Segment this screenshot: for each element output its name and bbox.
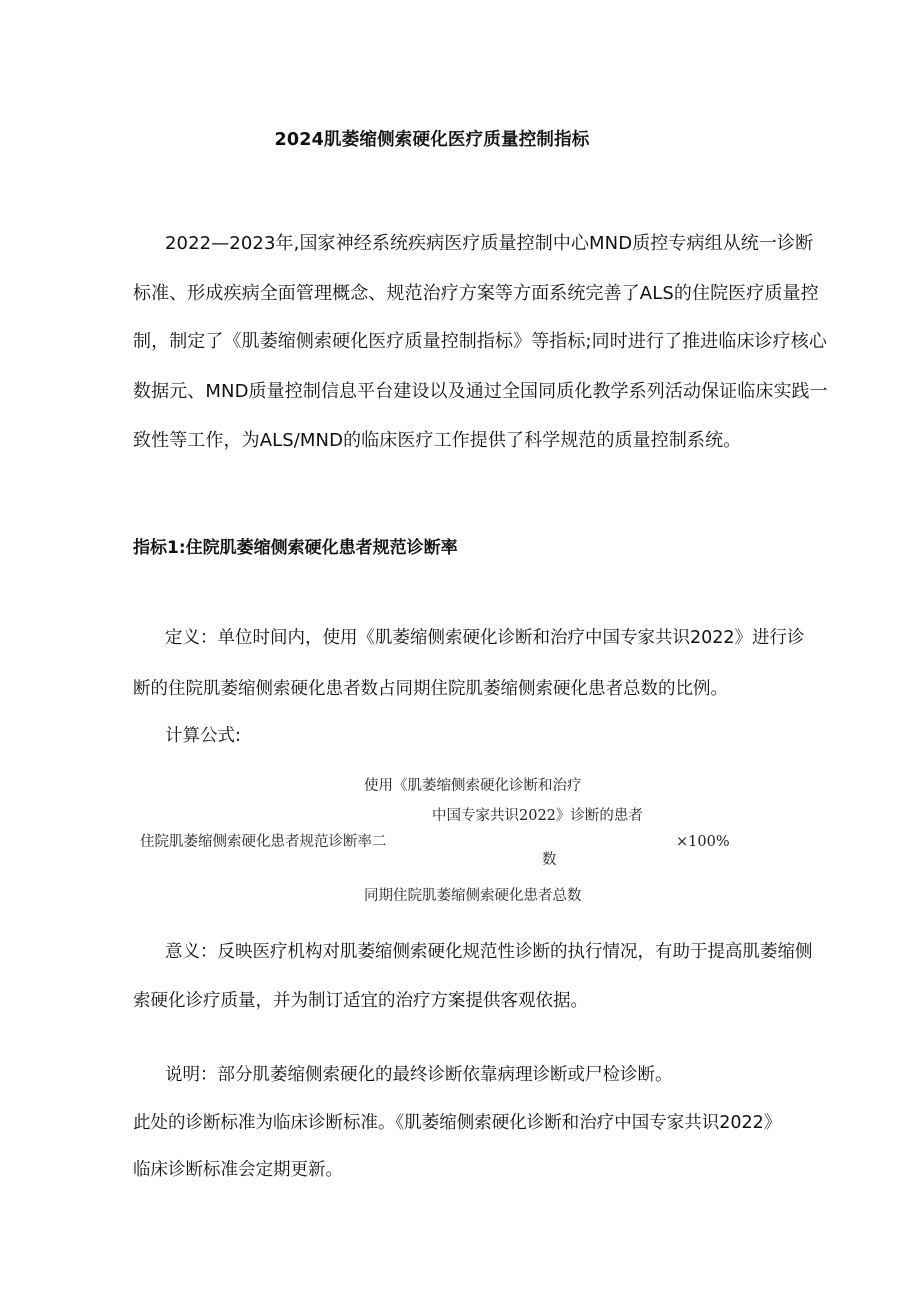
formula-lhs: 住院肌萎缩侧索硬化患者规范诊断率二	[140, 834, 387, 850]
definition-line: 断的住院肌萎缩侧索硬化患者数占同期住院肌萎缩侧索硬化患者总数的比例。	[133, 679, 728, 699]
formula-numerator-line: 使用《肌萎缩侧索硬化诊断和治疗	[364, 778, 582, 794]
intro-line: 数据元、MND质量控制信息平台建设以及通过全国同质化教学系列活动保证临床实践一	[133, 381, 828, 402]
note-line: 临床诊断标准会定期更新。	[133, 1160, 343, 1180]
intro-line: 2022—2023年,国家神经系统疾病医疗质量控制中心MND质控专病组从统一诊断	[165, 233, 814, 254]
formula-multiplier: ×100%	[676, 834, 730, 850]
intro-line: 制，制定了《肌萎缩侧索硬化医疗质量控制指标》等指标;同时进行了推进临床诊疗核心	[133, 331, 827, 352]
intro-line: 致性等工作，为ALS/MND的临床医疗工作提供了科学规范的质量控制系统。	[133, 430, 742, 451]
note-line: 说明：部分肌萎缩侧索硬化的最终诊断依靠病理诊断或尸检诊断。	[165, 1065, 673, 1085]
note-line: 此处的诊断标准为临床诊断标准。《肌萎缩侧索硬化诊断和治疗中国专家共识2022》	[133, 1113, 782, 1133]
definition-line: 定义：单位时间内，使用《肌萎缩侧索硬化诊断和治疗中国专家共识2022》进行诊	[165, 628, 805, 648]
formula-denominator: 同期住院肌萎缩侧索硬化患者总数	[364, 888, 582, 904]
formula-numerator-line: 数	[542, 852, 557, 868]
significance-line: 意义：反映医疗机构对肌萎缩侧索硬化规范性诊断的执行情况，有助于提高肌萎缩侧	[165, 942, 813, 962]
document-title: 2024肌萎缩侧索硬化医疗质量控制指标	[274, 130, 590, 150]
indicator-heading: 指标1:住院肌萎缩侧索硬化患者规范诊断率	[133, 538, 458, 558]
formula-numerator-line: 中国专家共识2022》诊断的患者	[432, 808, 643, 824]
intro-line: 标准、形成疾病全面管理概念、规范治疗方案等方面系统完善了ALS的住院医疗质量控	[133, 283, 819, 304]
significance-line: 索硬化诊疗质量，并为制订适宜的治疗方案提供客观依据。	[133, 991, 588, 1011]
formula-label: 计算公式:	[165, 726, 241, 746]
